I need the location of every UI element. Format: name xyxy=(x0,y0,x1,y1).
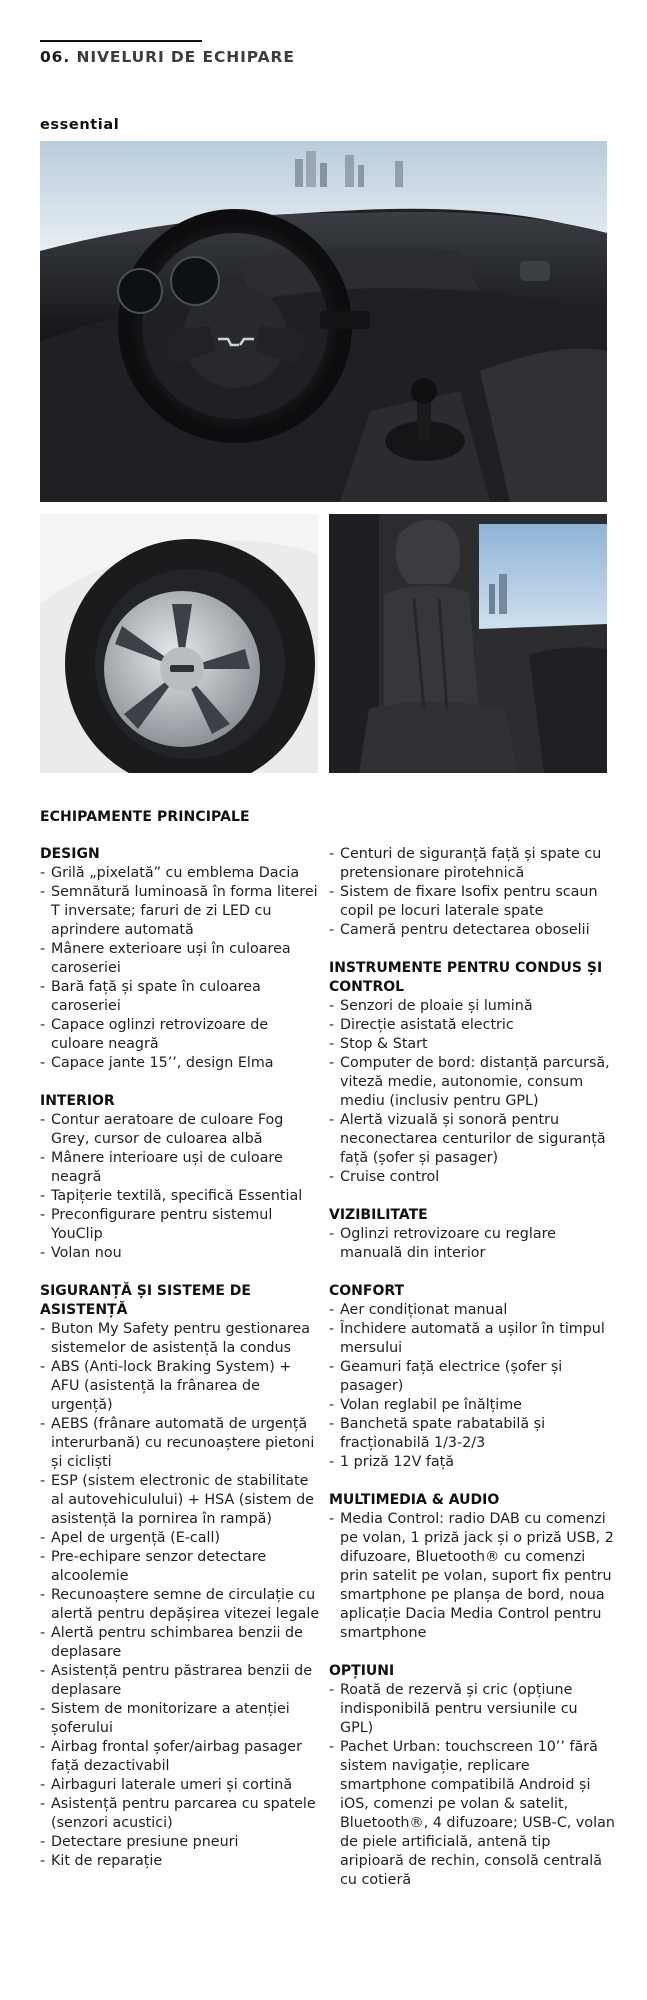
section-heading: CONFORT xyxy=(329,1283,405,1299)
list-item: - Bară față și spate în culoarea caroseriei xyxy=(40,978,320,1016)
list-item: - Sistem de monitorizare a atenției șoferului xyxy=(40,1700,320,1738)
section-title: NIVELURI DE ECHIPARE xyxy=(76,48,295,66)
list-item: - Centuri de siguranță față și spate cu pretensionare pirotehnică xyxy=(329,845,615,883)
list-item: - Airbag frontal șofer/airbag pasager față dezactivabil xyxy=(40,1738,320,1776)
list-item: - Oglinzi retrovizoare cu reglare manuală din interior xyxy=(329,1225,615,1263)
list-item: - AEBS (frânare automată de urgență interurbană) cu recunoaștere pietoni și cicliști xyxy=(40,1415,320,1472)
list-item: - Apel de urgență (E-call) xyxy=(40,1529,320,1548)
section-heading: VIZIBILITATE xyxy=(329,1207,428,1223)
list-item: - Buton My Safety pentru gestionarea sistemelor de asistență la condus xyxy=(40,1320,320,1358)
list-item: - Închidere automată a ușilor în timpul mersului xyxy=(329,1320,615,1358)
list-item: - Cameră pentru detectarea oboselii xyxy=(329,921,615,940)
list-item: - Pachet Urban: touchscreen 10’’ fără sistem navigație, replicare smartphone compatibilă Android și iOS, comenzi pe volan & satelit, Bluetooth®, 4 difuzoare; USB-C, volan de piele artificială, antenă tip aripioară de rechin, consolă centrală cu cotieră xyxy=(329,1738,615,1890)
list-item: - Capace oglinzi retrovizoare de culoare neagră xyxy=(40,1016,320,1054)
section-interior xyxy=(40,1092,320,1263)
list-item: - Computer de bord: distanță parcursă, viteză medie, autonomie, consum mediu (inclusiv pentru GPL) xyxy=(329,1054,615,1111)
list-item: - Mânere interioare uși de culoare neagră xyxy=(40,1149,320,1187)
list-item: - Mânere exterioare uși în culoarea caroseriei xyxy=(40,940,320,978)
list-item: - ABS (Anti-lock Braking System) + AFU (asistență la frânarea de urgență) xyxy=(40,1358,320,1415)
section-comfort xyxy=(329,1282,615,1472)
list-item: - Asistență pentru parcarea cu spatele (senzori acustici) xyxy=(40,1795,320,1833)
wheel-cover-photo xyxy=(40,514,318,773)
section-multimedia xyxy=(329,1491,615,1643)
list-item: - 1 priză 12V față xyxy=(329,1453,615,1472)
section-number: 06. xyxy=(40,48,71,66)
list-item: - Semnătură luminoasă în forma literei T inversate; faruri de zi LED cu aprindere automată xyxy=(40,883,320,940)
list-item: - ESP (sistem electronic de stabilitate al autovehiculului) + HSA (sistem de asistență la pornirea în rampă) xyxy=(40,1472,320,1529)
section-header xyxy=(40,48,295,66)
list-item: - Stop & Start xyxy=(329,1035,615,1054)
section-heading: MULTIMEDIA & AUDIO xyxy=(329,1492,500,1508)
section-safety xyxy=(40,1282,320,1871)
list-item: - Preconfigurare pentru sistemul YouClip xyxy=(40,1206,320,1244)
list-item: - Pre-echipare senzor detectare alcoolemie xyxy=(40,1548,320,1586)
section-options xyxy=(329,1662,615,1890)
section-visibility xyxy=(329,1206,615,1263)
list-item: - Aer condiționat manual xyxy=(329,1301,615,1320)
list-item: - Detectare presiune pneuri xyxy=(40,1833,320,1852)
dashboard-photo xyxy=(40,141,607,502)
section-heading: INTERIOR xyxy=(40,1093,115,1109)
section-heading: DESIGN xyxy=(40,846,100,862)
list-item: - Banchetă spate rabatabilă și fracționabilă 1/3-2/3 xyxy=(329,1415,615,1453)
list-item: - Grilă „pixelată” cu emblema Dacia xyxy=(40,864,320,883)
section-heading: SIGURANȚĂ ȘI SISTEME DE ASISTENȚĂ xyxy=(40,1283,251,1318)
section-heading: INSTRUMENTE PENTRU CONDUS ȘI CONTROL xyxy=(329,960,603,995)
section-safety-continued xyxy=(329,845,615,940)
seat-photo xyxy=(329,514,607,773)
version-name: essential xyxy=(40,117,120,133)
section-driving-instruments xyxy=(329,959,615,1187)
list-item: - Capace jante 15’’, design Elma xyxy=(40,1054,320,1073)
list-item: - Senzori de ploaie și lumină xyxy=(329,997,615,1016)
equipment-column-left xyxy=(40,845,320,1890)
list-item: - Sistem de fixare Isofix pentru scaun copil pe locuri laterale spate xyxy=(329,883,615,921)
list-item: - Contur aeratoare de culoare Fog Grey, cursor de culoarea albă xyxy=(40,1111,320,1149)
list-item: - Kit de reparație xyxy=(40,1852,320,1871)
list-item: - Recunoaștere semne de circulație cu alertă pentru depășirea vitezei legale xyxy=(40,1586,320,1624)
equipment-main-title: ECHIPAMENTE PRINCIPALE xyxy=(40,809,250,825)
list-item: - Alertă pentru schimbarea benzii de deplasare xyxy=(40,1624,320,1662)
list-item: - Asistență pentru păstrarea benzii de deplasare xyxy=(40,1662,320,1700)
equipment-column-right xyxy=(329,845,615,1909)
list-item: - Direcție asistată electric xyxy=(329,1016,615,1035)
section-design xyxy=(40,845,320,1073)
section-heading: OPȚIUNI xyxy=(329,1663,395,1679)
list-item: - Roată de rezervă și cric (opțiune indisponibilă pentru versiunile cu GPL) xyxy=(329,1681,615,1738)
list-item: - Cruise control xyxy=(329,1168,615,1187)
list-item: - Geamuri față electrice (șofer și pasager) xyxy=(329,1358,615,1396)
list-item: - Tapițerie textilă, specifică Essential xyxy=(40,1187,320,1206)
list-item: - Volan reglabil pe înălțime xyxy=(329,1396,615,1415)
list-item: - Alertă vizuală și sonoră pentru neconectarea centurilor de siguranță față (șofer și pasager) xyxy=(329,1111,615,1168)
list-item: - Volan nou xyxy=(40,1244,320,1263)
header-rule xyxy=(40,40,202,42)
list-item: - Media Control: radio DAB cu comenzi pe volan, 1 priză jack și o priză USB, 2 difuzoare, Bluetooth® cu comenzi prin satelit pe volan, suport fix pentru smartphone pe planșa de bord, noua aplicație Dacia Media Control pentru smartphone xyxy=(329,1510,615,1643)
list-item: - Airbaguri laterale umeri și cortină xyxy=(40,1776,320,1795)
